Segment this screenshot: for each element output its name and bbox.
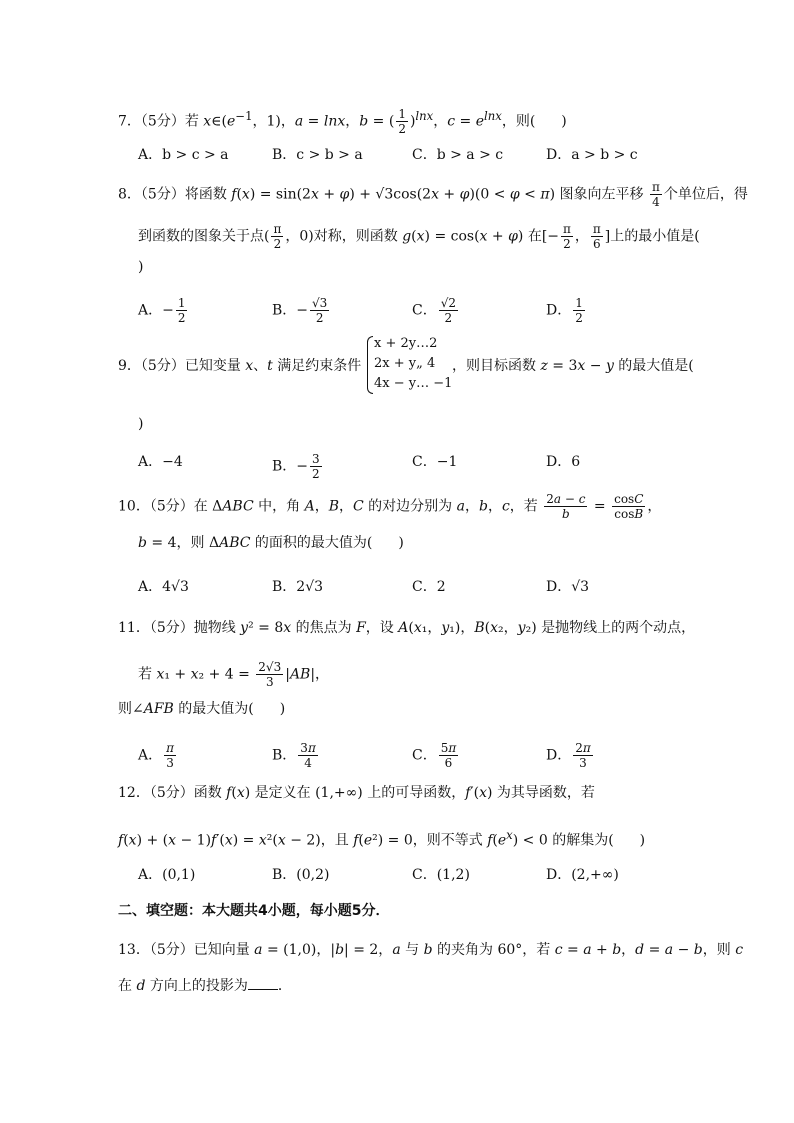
q11-line1: 11．（5分）抛物线 y² = 8x 的焦点为 F，设 A(x₁，y₁)，B(x₂，y₂) 是抛物线上的两个动点， (118, 620, 696, 636)
q11-line3: 则∠AFB 的最大值为( ) (118, 701, 286, 717)
q13-line2: 在 d 方向上的投影为 ． (118, 978, 292, 994)
q9-line2: ) (138, 416, 144, 432)
q12-line1: 12．（5分）函数 f(x) 是定义在 (1,+∞) 上的可导函数，f′(x) 为其导函数，若 (118, 785, 595, 801)
q9-option-d: D．6 (546, 454, 581, 470)
q12-option-b: B．(0,2) (272, 867, 330, 883)
q7-option-b: B．c > b > a (272, 147, 363, 163)
q9-option-c: C．−1 (412, 454, 458, 470)
q9-constraint-1: x + 2y…2 (374, 336, 438, 351)
q8-option-d: D． $\frac{1}{2}$ (546, 296, 583, 325)
q11-option-d: D． $\frac{2\pi}{3}$ (546, 741, 591, 770)
q9-constraint-3: 4x − y… −1 (374, 376, 453, 391)
q9-stem-before: 9．（5分）已知变量 x、t 满足约束条件 (118, 358, 362, 374)
q9-stem-after: ，则目标函数 z = 3x − y 的最大值是( (452, 358, 694, 374)
q9-option-a: A．−4 (138, 454, 183, 470)
q11-option-c: C． $\frac{5\pi}{6}$ (412, 741, 457, 770)
q7-option-a: A．b > c > a (138, 147, 229, 163)
q8-option-b: B．− $\frac{√3}{2}$ (272, 296, 328, 325)
q8-line1: 8．（5分）将函数 f(x) = sin(2x + φ) + √3cos(2x + φ)(0 < φ < π) 图象向左平移 $\frac{\pi}{4}$ 个单位后，得 (118, 180, 748, 209)
q10-option-b: B．2√3 (272, 579, 324, 595)
q12-option-d: D．(2,+∞) (546, 867, 619, 883)
q8-option-a: A．− $\frac{1}{2}$ (138, 296, 186, 325)
q7-option-d: D．a > b > c (546, 147, 638, 163)
q12-option-c: C．(1,2) (412, 867, 470, 883)
q9-option-b: B．− $\frac{3}{2}$ (272, 452, 320, 481)
q12-line2: f(x) + (x − 1)f′(x) = x²(x − 2)，且 f(e²) = 0，则不等式 $f(e^x) < 0$ 的解集为( ) (118, 828, 646, 849)
q12-option-a: A．(0,1) (138, 867, 196, 883)
q10-line2: b = 4，则 ΔABC 的面积的最大值为( ) (138, 535, 404, 551)
q9-brace (367, 336, 373, 394)
q8-option-c: C． $\frac{√2}{2}$ (412, 296, 456, 325)
answer-blank[interactable] (248, 977, 278, 990)
q10-option-d: D．√3 (546, 579, 590, 595)
q7-option-c: C．b > a > c (412, 147, 504, 163)
q10-option-a: A．4√3 (138, 579, 189, 595)
q7-stem: 7．（5分）若 $x\in(e^{-1}$，1)，a = lnx，b = ( $\frac{1}{2}$ )$^{lnx}$，$c = e^{lnx}$，则( ) (118, 107, 567, 137)
q9-constraint-2: 2x + y„ 4 (374, 356, 436, 371)
q10-line1: 10．（5分）在 ΔABC 中，角 A，B，C 的对边分别为 a，b，c，若 $\frac{2a - c}{b}$ = $\frac{\cos C}{\cos B}$ ， (118, 492, 662, 521)
q8-line3: ) (138, 259, 144, 275)
q8-line2: 到函数的图象关于点( $\frac{\pi}{2}$ ，0)对称，则函数 g(x) = cos(x + φ) 在[− $\frac{\pi}{2}$ ， $\frac{\pi}{6}$ ]上的最小值是( (138, 222, 700, 251)
q11-option-a: A． $\frac{\pi}{3}$ (138, 741, 175, 770)
q10-option-c: C．2 (412, 579, 446, 595)
q11-line2: 若 x₁ + x₂ + 4 = $\frac{2√3}{3}$ |AB|， (138, 660, 330, 689)
q13-line1: 13．（5分）已知向量 a = (1,0)，|b| = 2，a 与 b 的夹角为 60°，若 c = a + b，d = a − b，则 c (118, 942, 744, 958)
section-heading: 二、填空题：本大题共4小题，每小题5分． (118, 903, 390, 919)
q11-option-b: B． $\frac{3\pi}{4}$ (272, 741, 316, 770)
q9-constraints (374, 334, 452, 394)
